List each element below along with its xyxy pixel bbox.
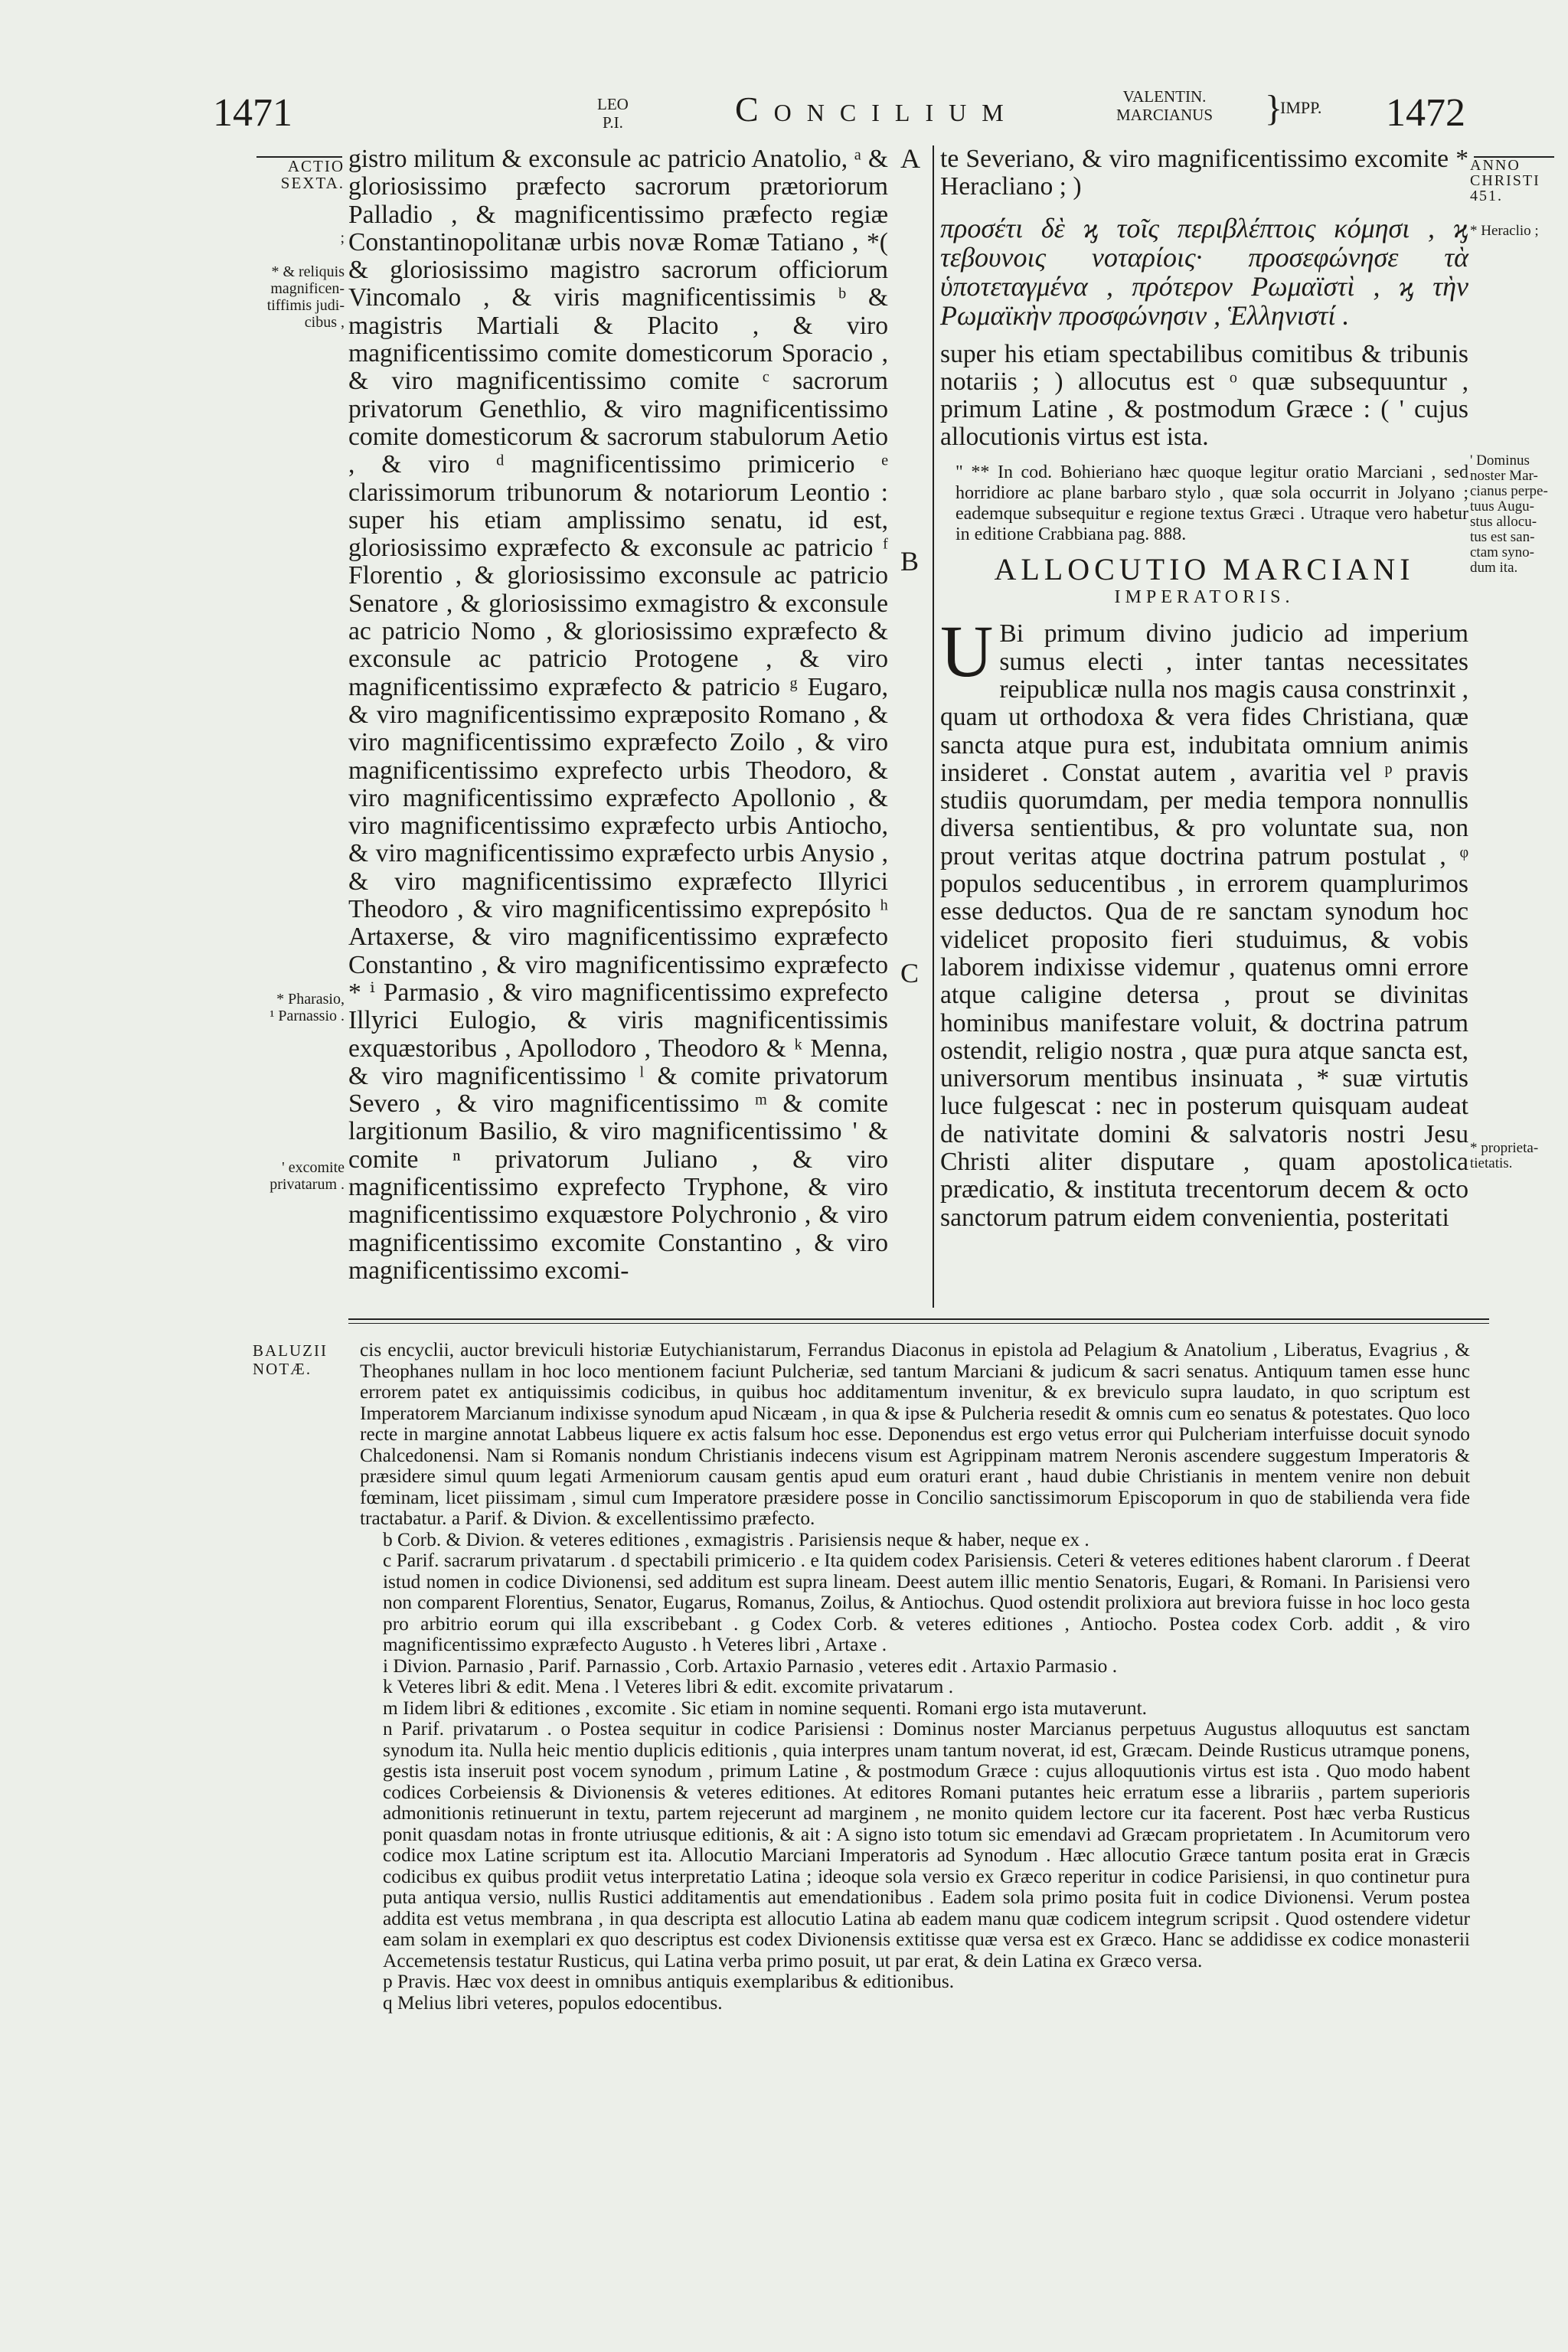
brace-mark: } xyxy=(1265,88,1283,129)
notes-rule-bottom xyxy=(348,1323,1489,1324)
margin-note-reliquis: * & reliquis magnificen- tiffimis judi- cibus , xyxy=(266,263,345,331)
intro-text: te Severiano, & viro magnificentissimo excomite * Heracliano ; ) xyxy=(940,145,1468,201)
page-number-left: 1471 xyxy=(213,91,292,135)
anno-christi: ANNO CHRISTI 451. xyxy=(1470,157,1540,204)
note-paragraph: cis encyclii, auctor breviculi historiæ Eutychianistarum, Ferrandus Diaconus in epistola ad Pelagium & Anatolium , Liberatus, Evagrius , & Theophanes nullam in hoc loco mentionem faciunt Pulcheriæ, sed tantum Marciani & judicum & sacri senatus. Antiquum tamen esse hunc errorem patet ex antiquissimis codicibus, in quibus hoc additamentum invenitur, & ex breviculo supra laudato, in quo scriptum est Imperatorem Marcianum indixisse synodum apud Nicæam , in qua & ipse & Pulcheria resedit & omnis cum eo senatus & potestates. Quo loco recte in margine annotat Labbeus liquere ex actis falsum hoc esse. Deponendus est ergo vetus error qui Pulcheriam interfuisse docuit synodo Chalcedonensi. Nam si Romanis nondum Christianis indecens visum est Agrippinam matrem Neronis ascendere suggestum Imperatoris & præsidere simul quum legati Armeniorum causam gentis apud eum oraturi erant , haud dubie Christianis in mentem venire non debuit fœminam, licet piissimam , simul cum Imperatore præsidere posse in Concilio sanctissimorum Episcoporum in quo de stabilienda vera fide tractabatur. a Parif. & Divion. & excellentissimo præfecto. xyxy=(360,1339,1470,1529)
actio-label: ACTIO SEXTA. xyxy=(280,157,345,192)
column-divider xyxy=(933,145,934,1308)
margin-note-excomite: ' excomite privatarum . xyxy=(270,1159,345,1193)
allocution-title: ALLOCUTIO MARCIANI xyxy=(994,551,1415,586)
margin-mark: ; xyxy=(340,230,345,247)
note-paragraph: n Parif. privatarum . o Postea sequitur in codice Parisiensi : Dominus noster Marcianus perpetuus Augustus alloquutus est sanctam synodum ita. Nulla heic mentio duplicis editionis , quia interpres unam tantum noverat, id est, Græcam. Deinde Rusticus utramque ponens, gestis ista inseruit post vocem synodum , primum Latine , & postmodum Græce : cujus alloquutionis virtus est ista . Quo modo habent codices Corbeiensis & Divionensis & veteres editiones. At editores Romani putantes heic erratum esse a librariis , partem superioris admonitionis retinuerunt in textu, partem rejecerunt ad marginem , ne monito quidem lectore cur ita facerent. Post hæc verba Rusticus ponit quasdam notas in fronte utriusque editionis, & ait : A signo isto totum sic emendavi ad Græcam proprietatem . In Acumitorum vero codice mox Latine scriptum est ita. Allocutio Marciani Imperatoris ad Synodum . Hæc allocutio Græce tantum posita erat in Græcis codicibus ex quibus prodiit vetus interpretatio Latina ; ideoque sola versio ex Græco reperitur in codice Parisiensi, in quo continetur pura puta antiqua versio, nullis Rustici additamentis aut emendationibus . Eadem sola primo posita fuit in codice Divionensi. Verum postea addita est vetus membrana , in qua descripta est allocutio Latina ab eadem manu quæ codicem integrum scripsit . Quod ostendere videtur eam solam in exemplari ex quo descriptus est codex Divionensis extitisse quæ versa est ex Græco. Hanc se addidisse ex codice monasterii Accemetensis testatur Rusticus, qui Latina verba primo posuit, ut par erat, & dein Latina ex Græco versa. xyxy=(383,1718,1470,1971)
codex-note: " ** In cod. Bohieriano hæc quoque legitur oratio Marciani , sed horridiore ac plane barbaro stylo , quæ sola occurrit in Jolyano ; eademque subsequitur e regione textus Græci . Utraque vero habetur in editione Crabbiana pag. 888. xyxy=(956,462,1468,544)
right-column xyxy=(940,145,1468,1232)
section-letter-a: A xyxy=(900,143,920,174)
note-paragraph: q Melius libri veteres, populos edocentibus. xyxy=(383,1991,723,2014)
margin-note-pharasio: * Pharasio, ¹ Parnassio . xyxy=(270,991,345,1024)
baluzii-notes xyxy=(360,1340,1470,2014)
notes-label: BALUZII NOTÆ. xyxy=(253,1341,328,1378)
running-head-emperors: VALENTIN. MARCIANUS xyxy=(1116,87,1214,124)
latin-text: super his etiam spectabilibus comitibus & tribunis notariis ; ) allocutus est ᵒ quæ subsequuntur , primum Latine , & postmodum Græce : ( ' cujus allocutionis virtus est ista. xyxy=(940,339,1468,452)
greek-text: προσέτι δὲ ϗ τοῖς περιβλέπτοις κόμησι , ϗ τεβουνοις νοταρίοις· προσεφώνησε τὰ ὑποτεταγμένα , πρότερον Ρωμαϊστὶ , ϗ τὴν Ρωμαϊκὴν προσφώνησιν , Ἑλληνιστί . xyxy=(940,212,1468,331)
notes-rule-top xyxy=(348,1318,1489,1320)
running-head-leo: LEO P.I. xyxy=(597,95,629,132)
running-head-impp: IMPP. xyxy=(1280,98,1322,117)
margin-note-dominus: ' Dominus noster Mar- cianus perpe- tuus Augu- stus allocu- tus est san- ctam syno- dum ita. xyxy=(1470,452,1548,576)
section-letter-c: C xyxy=(900,958,920,988)
note-paragraph: b Corb. & Divion. & veteres editiones , exmagistris . Parisiensis neque & haber, neque ex . xyxy=(383,1528,1089,1550)
note-paragraph: k Veteres libri & edit. Mena . l Veteres libri & edit. excomite privatarum . xyxy=(383,1676,954,1697)
drop-cap: U xyxy=(940,610,994,693)
allocution-body: U Bi primum divino judicio ad imperium sumus electi , inter tantas necessitates reipublicæ nulla nos magis causa constrinxit , quam ut orthodoxa & vera fides Christiana, quæ sancta atque pura est, indubitata omnium animis insideret . Constat autem , avaritia vel ᵖ pravis studiis quorumdam, per media tempora nonnullis diversa sentientibus, & pro voluntate sua, non prout veritas atque doctrina patrum postulat , ᵠ populos seducentibus , in errorem quamplurimos esse deductos. Qua de re sanctam synodum hoc videlicet proposito fieri studuimus, & vobis laborem indixisse videmur , quatenus omni errore atque caligine detersa , prout se divinitas hominibus manifestare voluit, & doctrina patrum ostendit, religio nostra , quæ pura atque sancta est, universorum mentibus insinuata , * suæ virtutis luce fulgescat : nec in posterum quisquam audeat de nativitate domini & salvatoris nostri Jesu Christi aliter disputare , quam apostolica prædicatio, & instituta trecentorum decem & octo sanctorum patrum eidem convenientia, posteritati xyxy=(940,610,1469,1232)
note-paragraph: m Iidem libri & editiones , excomite . Sic etiam in nomine sequenti. Romani ergo ista mutaverunt. xyxy=(383,1697,1148,1719)
note-paragraph: p Pravis. Hæc vox deest in omnibus antiquis exemplaribus & editionibus. xyxy=(383,1971,955,1992)
margin-note-proprietatis: * proprieta- tietatis. xyxy=(1470,1140,1539,1171)
section-letter-b: B xyxy=(900,546,920,577)
running-title: Concilium xyxy=(735,90,1019,129)
allocution-subtitle: IMPERATORIS. xyxy=(1114,587,1295,608)
margin-note-heraclio: * Heraclio ; xyxy=(1470,223,1539,239)
left-column-text: gistro militum & exconsule ac patricio Anatolio, ᵃ & gloriosissimo præfecto sacrorum prætoriorum Palladio , & magnificentissimo præfecto regiæ Constantinopolitanæ urbis novæ Romæ Tatiano , *( & gloriosissimo magistro sacrorum officiorum Vincomalo , & viris magnificentissimis ᵇ & magistris Martiali & Placito , & viro magnificentissimo comite domesticorum Sporacio , & viro magnificentissimo comite ᶜ sacrorum privatorum Genethlio, & viro magnificentissimo comite domesticorum & sacrorum stabulorum Aetio , & viro ᵈ magnificentissimo primicerio ᵉ clarissimorum tribunorum & notariorum Leontio : super his etiam amplissimo senatu, id est, gloriosissimo expræfecto & exconsule ac patricio ᶠ Florentio , & gloriosissimo exconsule ac patricio Senatore , & gloriosissimo exmagistro & exconsule ac patricio Nomo , & gloriosissimo expræfecto & exconsule ac patricio Protogene , & viro magnificentissimo expræfecto & patricio ᵍ Eugaro, & viro magnificentissimo expræposito Romano , & viro magnificentissimo expræfecto Zoilo , & viro magnificentissimo exprefecto urbis Theodoro, & viro magnificentissimo expræfecto Apollonio , & viro magnificentissimo expræfecto urbis Antiocho, & viro magnificentissimo expræfecto urbis Anysio , & viro magnificentissimo expræfecto Illyrici Theodoro , & viro magnificentissimo exprepósito ʰ Artaxerse, & viro magnificentissimo expræfecto Constantino , & viro magnificentissimo expræfecto * ⁱ Parmasio , & viro magnificentissimo exprefecto Illyrici Eulogio, & viris magnificentissimis exquæstoribus , Apollodoro , Theodoro & ᵏ Menna, & viro magnificentissimo ˡ & comite privatorum Severo , & viro magnificentissimo ᵐ & comite largitionum Basilio, & viro magnificentissimo ' & comite ⁿ privatorum Juliano , & viro magnificentissimo exprefecto Tryphone, & viro magnificentissimo exquæstore Polychronio , & viro magnificentissimo excomite Constantino , & viro magnificentissimo excomi- xyxy=(348,145,888,1285)
note-paragraph: c Parif. sacrarum privatarum . d spectabili primicerio . e Ita quidem codex Parisiensis. Ceteri & veteres editiones habent clarorum . f Deerat istud nomen in codice Divionensi, sed additum est supra lineam. Deest autem illic mentio Senatoris, Eugari, & Romani. In Parisiensi vero non comparent Florentius, Senator, Eugarus, Romanus, Zoilus, & Antiochus. Quod ostendit prolixiora aut breviora fuisse in hoc loco gesta pro arbitrio eorum qui illa exscribebant . g Codex Corb. & veteres editiones , Antiocho. Postea codex Corb. addit , & viro magnificentissimo expræfecto Augusto . h Veteres libri , Artaxe . xyxy=(383,1550,1470,1655)
note-paragraph: i Divion. Parnasio , Parif. Parnassio , Corb. Artaxio Parnasio , veteres edit . Artaxio Parmasio . xyxy=(383,1655,1118,1677)
page-number-right: 1472 xyxy=(1386,91,1465,135)
